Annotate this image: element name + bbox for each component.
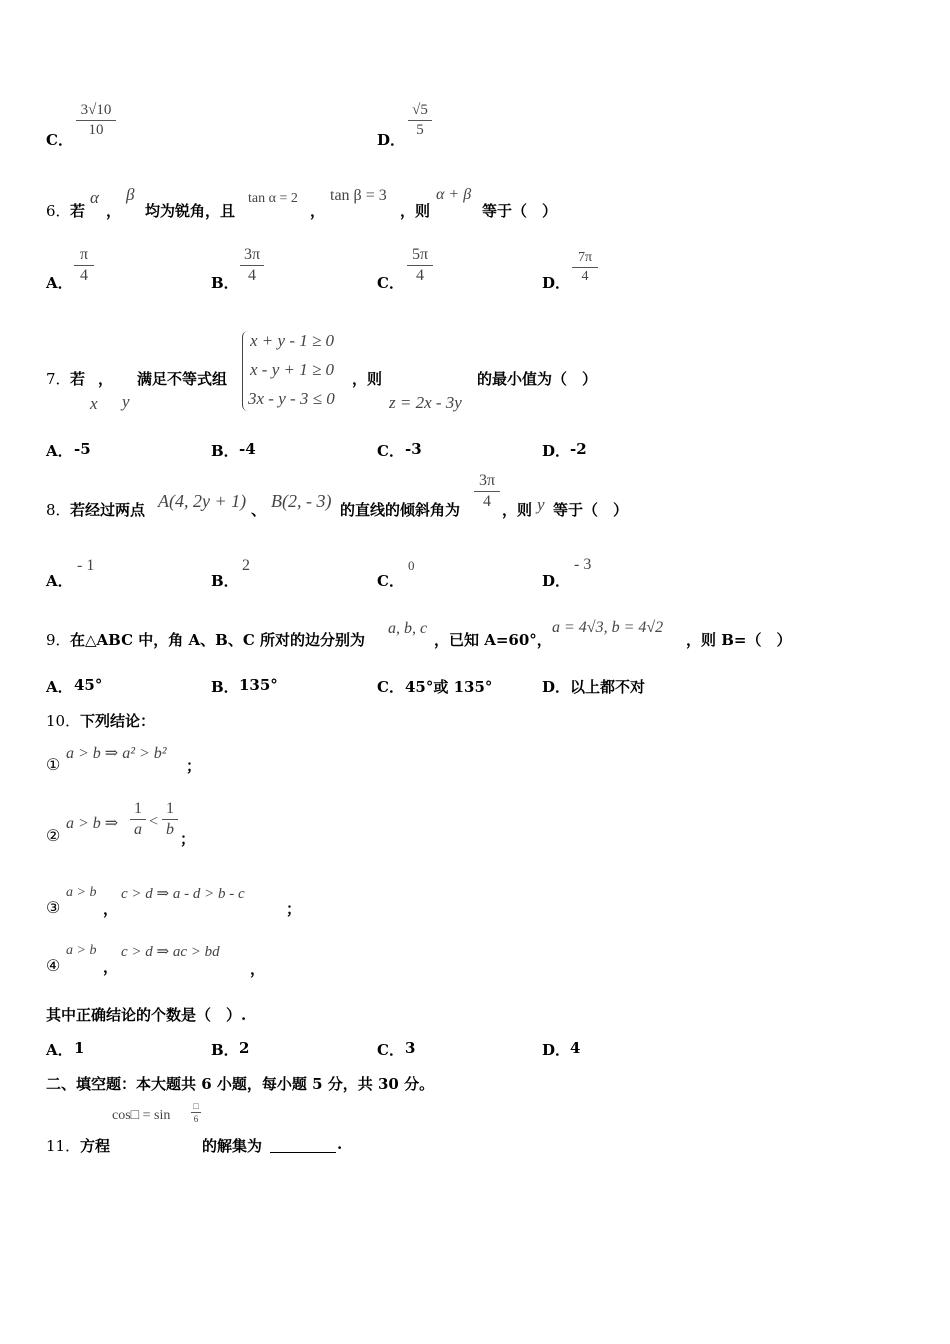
q8-option-d-label: D．	[542, 572, 571, 590]
q9-option-a-label: A．	[46, 678, 73, 696]
q6-text-3: ，则	[400, 202, 431, 220]
q6-sep-1: ，	[106, 202, 122, 220]
q6-beta: β	[126, 185, 135, 204]
q7-inequality-1: x + y - 1 ≥ 0	[250, 331, 335, 350]
q8-option-c-label: C．	[377, 572, 404, 590]
q8-option-a-value: - 1	[77, 557, 95, 574]
q7-number: 7．	[46, 370, 71, 388]
q9-option-d-value: 以上都不对	[570, 678, 646, 696]
q7-inequality-2: x - y + 1 ≥ 0	[250, 360, 335, 379]
q10-statement-1-expr: a > b ⇒ a² > b²	[66, 745, 167, 762]
q7-option-c-label: C．	[377, 442, 404, 460]
q10-statement-3-sep: ，	[103, 900, 119, 918]
q10-option-b-label: B．	[211, 1041, 239, 1059]
q10-question: 其中正确结论的个数是（ ）.	[46, 1006, 247, 1024]
q10-option-d-value: 4	[570, 1039, 581, 1057]
q9-given: a = 4√3, b = 4√2	[552, 619, 664, 636]
q6-option-d-fraction: 7π 4	[572, 250, 598, 285]
q7-option-a-value: -5	[74, 440, 91, 458]
q10-statement-1-mark: ①	[46, 755, 61, 774]
q7-option-b-label: B．	[211, 442, 239, 460]
q10-statement-2-lt: <	[149, 813, 159, 830]
q7-var-y: y	[122, 392, 130, 411]
q10-statement-3-mark: ③	[46, 898, 61, 917]
q10-statement-2-mark: ②	[46, 826, 61, 845]
q6-option-a-fraction: π 4	[74, 246, 94, 285]
q7-objective: z = 2x - 3y	[389, 393, 462, 412]
q9-option-c-value: 45°或 135°	[405, 678, 493, 696]
q10-statement-3-a: a > b	[66, 885, 97, 900]
q11-end: .	[337, 1135, 343, 1153]
q10-option-b-value: 2	[239, 1039, 250, 1057]
q9-number: 9．	[46, 631, 71, 649]
q6-text-4: 等于（ ）	[482, 202, 558, 220]
q9-option-b-label: B．	[211, 678, 239, 696]
q6-text-2: 均为锐角，且	[145, 202, 236, 220]
q8-text-1: 若经过两点	[70, 501, 146, 519]
q9-option-d-label: D．	[542, 678, 571, 696]
q11-number: 11．	[46, 1137, 81, 1155]
q10-statement-2-fraction-b: 1 b	[162, 800, 178, 839]
q11-text-2: 的解集为	[202, 1137, 263, 1155]
section-2-title: 二、填空题：本大题共 6 小题，每小题 5 分，共 30 分。	[46, 1075, 435, 1093]
q6-condition-tan-alpha: tan α = 2	[248, 191, 298, 206]
q11-equation-fraction: □ 6	[191, 1101, 201, 1124]
q9-sides: a, b, c	[388, 620, 428, 637]
q7-text-1: 若	[70, 370, 86, 388]
q10-statement-2-fraction-a: 1 a	[130, 800, 146, 839]
q11-answer-blank[interactable]	[270, 1138, 336, 1157]
q6-sum: α + β	[436, 186, 472, 203]
q6-option-a-label: A．	[46, 274, 73, 292]
q5-option-d-fraction: √5 5	[408, 102, 432, 139]
q8-option-a-label: A．	[46, 572, 73, 590]
q9-option-b-value: 135°	[239, 676, 278, 694]
q10-statement-4-mark: ④	[46, 956, 61, 975]
q6-option-d-label: D．	[542, 274, 571, 292]
q7-option-c-value: -3	[405, 440, 422, 458]
q6-condition-tan-beta: tan β = 3	[330, 187, 387, 204]
q9-option-a-value: 45°	[74, 676, 103, 694]
q6-option-b-fraction: 3π 4	[240, 246, 264, 285]
q10-option-a-value: 1	[74, 1039, 85, 1057]
q10-statement-3-end: ；	[286, 900, 302, 918]
q8-point-a: A(4, 2y + 1)	[158, 491, 247, 511]
q10-title: 下列结论：	[80, 712, 156, 730]
q10-statement-3-b: c > d ⇒ a - d > b - c	[121, 886, 245, 902]
q8-text-2: 的直线的倾斜角为	[340, 501, 461, 519]
q5-option-c-label: C．	[46, 131, 73, 149]
q9-text-1: 在△ABC 中，角 A、B、C 所对的边分别为	[70, 631, 365, 649]
q10-statement-2-left: a > b ⇒	[66, 815, 119, 832]
q8-sep: 、	[251, 501, 267, 519]
q6-option-c-label: C．	[377, 274, 404, 292]
q7-option-d-label: D．	[542, 442, 571, 460]
q9-text-2: ，已知 A=60°，	[434, 631, 552, 649]
q9-text-3: ，则 B=（ ）	[686, 631, 792, 649]
q8-option-b-label: B．	[211, 572, 239, 590]
q6-alpha: α	[90, 188, 99, 207]
q10-statement-4-end: ，	[250, 960, 266, 978]
q8-option-b-value: 2	[242, 557, 250, 574]
q8-option-d-value: - 3	[574, 556, 592, 573]
q8-text-4: 等于（ ）	[553, 501, 629, 519]
q11-equation: cos□ = sin	[112, 1108, 171, 1123]
q8-point-b: B(2, - 3)	[271, 491, 332, 511]
q10-statement-4-b: c > d ⇒ ac > bd	[121, 944, 220, 960]
q10-option-c-value: 3	[405, 1039, 416, 1057]
q8-option-c-value: 0	[408, 558, 415, 573]
q6-option-c-fraction: 5π 4	[407, 246, 433, 285]
q6-text-1: 若	[70, 202, 86, 220]
q7-text-2: 满足不等式组	[137, 370, 228, 388]
q10-option-a-label: A．	[46, 1041, 73, 1059]
q8-text-3: ，则	[502, 501, 533, 519]
q10-statement-1-end: ；	[186, 757, 202, 775]
q7-var-x: x	[90, 394, 98, 413]
q7-option-d-value: -2	[570, 440, 587, 458]
q11-text-1: 方程	[80, 1137, 111, 1155]
q10-option-d-label: D．	[542, 1041, 571, 1059]
q6-option-b-label: B．	[211, 274, 239, 292]
q5-option-c-fraction: 3√10 10	[76, 102, 116, 139]
q10-number: 10．	[46, 712, 81, 730]
q6-number: 6．	[46, 202, 71, 220]
q7-sep: ，	[98, 370, 114, 388]
q10-statement-4-sep: ，	[103, 958, 119, 976]
q9-option-c-label: C．	[377, 678, 404, 696]
q8-number: 8．	[46, 501, 71, 519]
q10-option-c-label: C．	[377, 1041, 404, 1059]
q8-var-y: y	[537, 495, 545, 514]
q8-angle-fraction: 3π 4	[474, 472, 500, 511]
q7-option-a-label: A．	[46, 442, 73, 460]
q10-statement-2-end: ；	[180, 830, 196, 848]
q7-option-b-value: -4	[239, 440, 256, 458]
q7-text-4: 的最小值为（ ）	[477, 370, 598, 388]
q6-sep-2: ，	[310, 202, 326, 220]
q7-inequality-3: 3x - y - 3 ≤ 0	[248, 389, 335, 408]
q10-statement-4-a: a > b	[66, 943, 97, 958]
q7-text-3: ，则	[352, 370, 383, 388]
q5-option-d-label: D．	[377, 131, 406, 149]
